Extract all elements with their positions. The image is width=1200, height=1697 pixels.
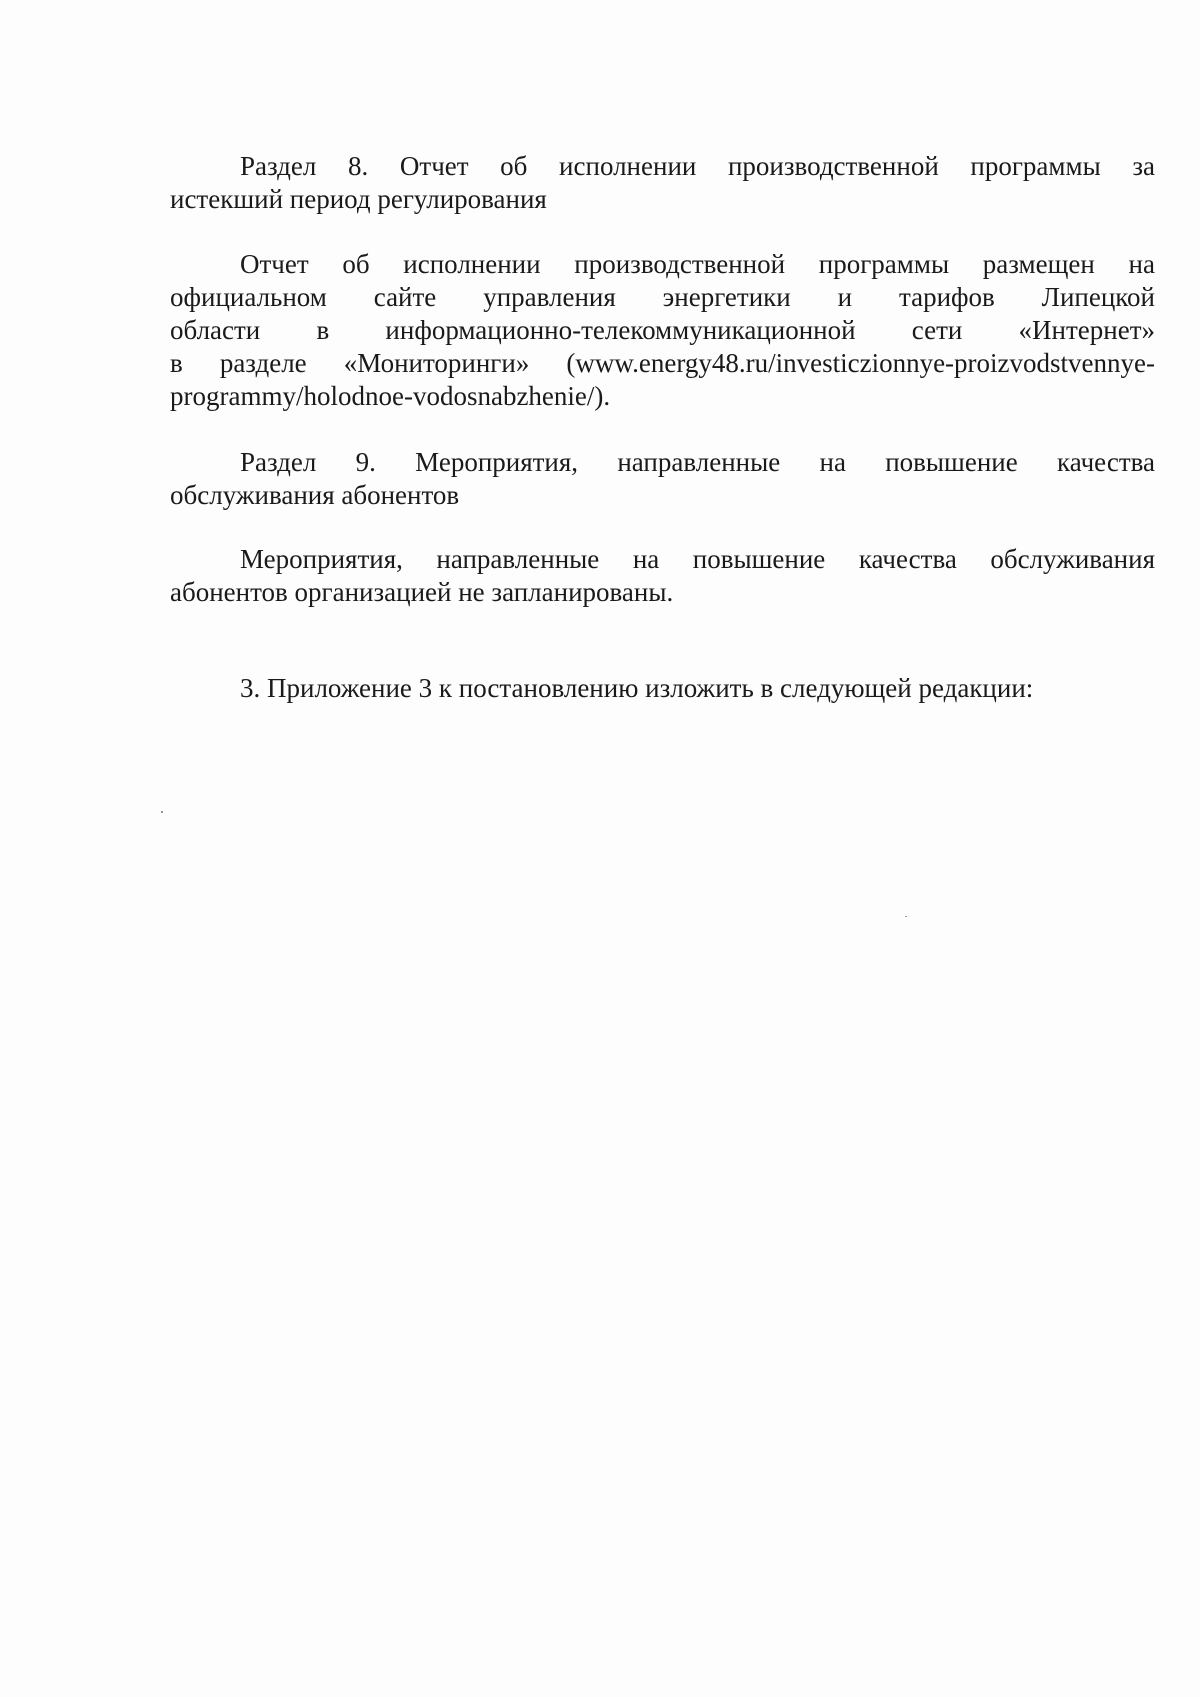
section-8-body-line-1: Отчет об исполнении производственной программы размещен на (240, 249, 1155, 279)
section-8-body-line-3: области в информационно-телекоммуникационной сети «Интернет» (170, 315, 1155, 345)
section-9-heading-line-2: обслуживания абонентов (170, 480, 460, 510)
scan-speck (905, 916, 907, 917)
section-8-body-line-2: официальном сайте управления энергетики и тарифов Липецкой (170, 282, 1155, 312)
section-9-heading (170, 446, 1155, 512)
section-8-body-line-4: в разделе «Мониторинги» (www.energy48.ru/investiczionnye-proizvodstvennye- (170, 348, 1155, 378)
section-8-body (170, 248, 1155, 413)
section-8-heading (170, 150, 1155, 216)
section-9-body-line-2: абонентов организацией не запланированы. (170, 577, 674, 607)
item-3-paragraph (240, 672, 1140, 705)
section-8-heading-line-2: истекший период регулирования (170, 184, 547, 214)
item-3-text: 3. Приложение 3 к постановлению изложить в следующей редакции: (240, 673, 1034, 703)
section-9-heading-line-1: Раздел 9. Мероприятия, направленные на повышение качества (240, 447, 1155, 477)
section-9-body (170, 543, 1155, 609)
section-9-body-line-1: Мероприятия, направленные на повышение качества обслуживания (240, 544, 1155, 574)
section-8-heading-line-1: Раздел 8. Отчет об исполнении производственной программы за (240, 151, 1155, 181)
scan-speck (161, 811, 163, 813)
section-8-body-line-5: programmy/holodnoe-vodosnabzhenie/). (170, 381, 611, 411)
